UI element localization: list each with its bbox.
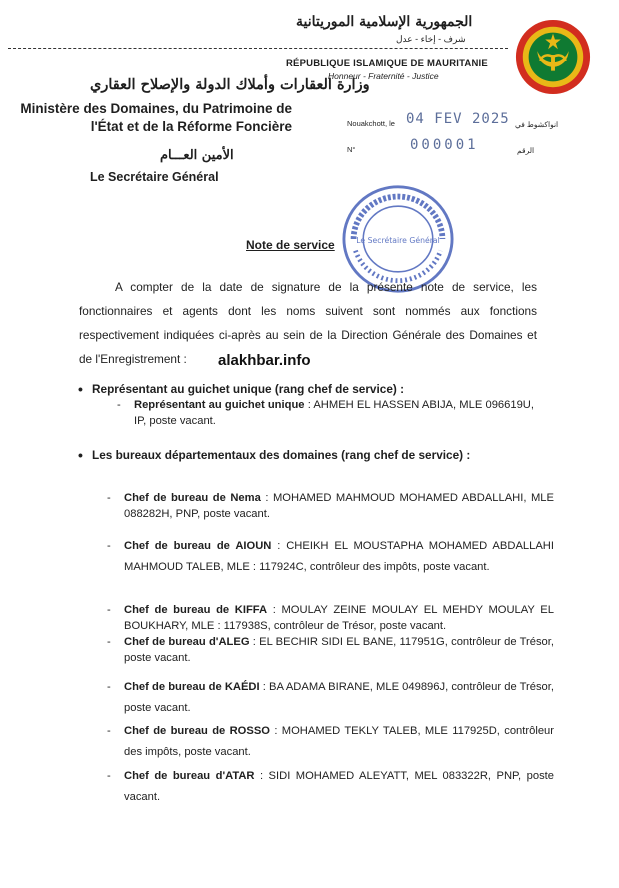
intro-paragraph: A compter de la date de signature de la présente note de service, les fonctionnaires et agents dont les noms suivent sont nommés aux fonctions respectivement indiquées ci-après au sein de la Direction Générale des Domaines et de l'Enregistrement : xyxy=(79,280,537,366)
secretary-general-french: Le Secrétaire Général xyxy=(90,170,219,184)
republic-name-arabic: الجمهورية الإسلامية الموريتانية xyxy=(296,14,473,30)
item-role: Représentant au guichet unique xyxy=(134,399,305,411)
source-watermark: alakhbar.info xyxy=(218,352,311,369)
secretary-general-arabic: الأمين العـــام xyxy=(160,148,234,163)
item-role: Chef de bureau de Nema xyxy=(124,492,261,504)
list-item xyxy=(107,721,554,763)
list-item xyxy=(107,536,554,578)
item-detail: : EL BECHIR SIDI EL BANE, 117951G, contrôleur de Trésor, poste vacant. xyxy=(124,636,554,664)
item-detail: : SIDI MOHAMED ALEYATT, MEL 083322R, PNP, poste vacant. xyxy=(124,770,554,803)
item-detail: : BA ADAMA BIRANE, MLE 049896J, contrôleur de Trésor, poste vacant. xyxy=(124,681,554,714)
item-role: Chef de bureau de KIFFA xyxy=(124,604,268,616)
dash-marker: - xyxy=(107,604,111,616)
section-heading-text: Représentant au guichet unique (rang chef de service) : xyxy=(92,382,405,396)
item-role: Chef de bureau de AIOUN xyxy=(124,540,272,552)
list-item xyxy=(107,490,554,522)
document-title: Note de service xyxy=(246,238,335,252)
item-detail: : AHMEH EL HASSEN ABIJA, MLE 096619U, IP, poste vacant. xyxy=(134,399,534,427)
item-detail: : MOHAMED TEKLY TALEB, MLE 117925D, contrôleur des impôts, poste vacant. xyxy=(124,725,554,758)
stamp-text: Le Secrétaire Général xyxy=(356,235,440,245)
bullet-icon: • xyxy=(78,447,83,463)
dash-marker: - xyxy=(107,770,111,782)
number-label: N° xyxy=(347,145,356,154)
item-role: Chef de bureau de ROSSO xyxy=(124,725,270,737)
list-item xyxy=(107,602,554,634)
section-heading xyxy=(78,448,552,462)
motto-arabic: شرف - إخاء - عدل xyxy=(396,34,466,44)
dash-marker: - xyxy=(107,681,111,693)
place-label: Nouakchott, le xyxy=(347,119,395,128)
list-item xyxy=(107,634,554,666)
item-detail: : MOHAMED MAHMOUD MOHAMED ABDALLAHI, MLE 088282H, PNP, poste vacant. xyxy=(124,492,554,520)
ministry-name-french: Ministère des Domaines, du Patrimoine de l'État et de la Réforme Foncière xyxy=(20,101,292,134)
dash-marker: - xyxy=(107,492,111,504)
dash-marker: - xyxy=(107,540,111,552)
item-detail: : CHEIKH EL MOUSTAPHA MOHAMED ABDALLAHI MAHMOUD TALEB, MLE : 117924C, contrôleur des impôts, poste vacant. xyxy=(124,540,554,573)
list-item xyxy=(107,766,554,808)
national-emblem-icon xyxy=(514,18,592,96)
dash-marker: - xyxy=(107,636,111,648)
list-item xyxy=(117,397,534,429)
motto-french: Honneur - Fraternité - Justice xyxy=(328,71,439,81)
item-role: Chef de bureau de KAÉDI xyxy=(124,681,260,693)
header-divider xyxy=(8,48,508,49)
section-heading xyxy=(78,382,552,396)
bullet-icon: • xyxy=(78,381,83,397)
place-label-arabic: انواكشوط في xyxy=(515,120,559,129)
republic-name-french: RÉPUBLIQUE ISLAMIQUE DE MAURITANIE xyxy=(286,58,488,69)
ministry-name-arabic: وزارة العقارات وأملاك الدولة والإصلاح العقاري xyxy=(90,76,370,93)
item-role: Chef de bureau d'ALEG xyxy=(124,636,250,648)
item-role: Chef de bureau d'ATAR xyxy=(124,770,255,782)
dash-marker: - xyxy=(117,399,121,411)
dash-marker: - xyxy=(107,725,111,737)
number-label-arabic: الرقم xyxy=(517,146,535,155)
list-item xyxy=(107,677,554,719)
document-number: 000001 xyxy=(410,137,479,153)
document-date: 04 FEV 2025 xyxy=(406,111,510,127)
item-detail: : MOULAY ZEINE MOULAY EL MEHDY MOULAY EL BOUKHARY, MLE : 117938S, contrôleur de Trésor, poste vacant. xyxy=(124,604,554,632)
section-heading-text: Les bureaux départementaux des domaines (rang chef de service) : xyxy=(92,448,471,462)
